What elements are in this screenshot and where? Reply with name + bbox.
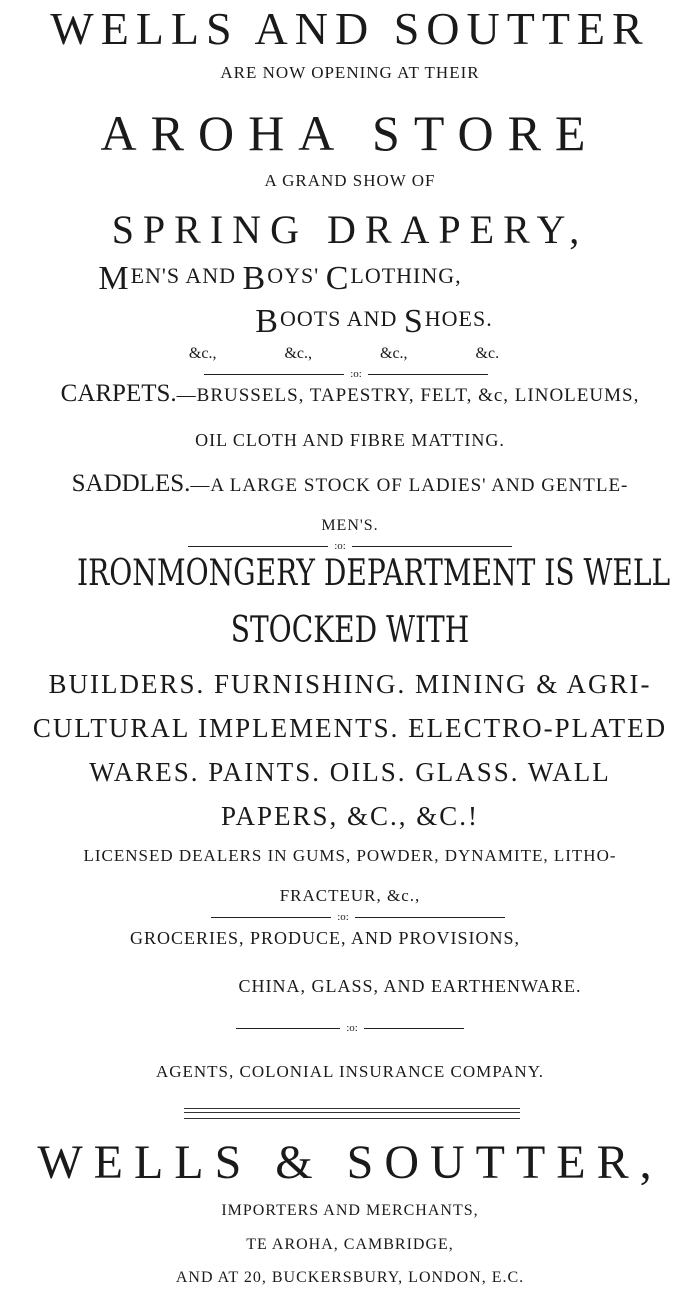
etc-item: &c.,: [380, 345, 408, 362]
ornate-capital: C: [325, 260, 350, 297]
boots-text: OOTS AND: [279, 306, 404, 331]
footer-title: WELLS & SOUTTER,: [37, 1136, 663, 1189]
clothing-text: OYS': [267, 263, 326, 288]
builders-line-1: BUILDERS. FURNISHING. MINING & AGRI-: [48, 669, 652, 699]
separator-mark: :o:: [337, 911, 349, 923]
separator-mark: :o:: [334, 540, 346, 552]
etc-row: [0, 346, 694, 362]
separator-mark: :o:: [346, 1022, 358, 1034]
ornate-capital: S: [403, 303, 424, 340]
header-title: WELLS AND SOUTTER: [50, 3, 650, 54]
saddles-line: [0, 471, 700, 496]
ornate-capital: M: [98, 260, 130, 297]
rule-bar: [368, 374, 488, 375]
builders-line-4: PAPERS, &C., &C.!: [220, 801, 480, 831]
ornate-capital: B: [242, 260, 267, 297]
separator-rule: [8, 911, 700, 923]
builders-line-2: CULTURAL IMPLEMENTS. ELECTRO-PLATED: [32, 713, 668, 743]
carpets-line: [0, 381, 700, 406]
grand-show-line: A GRAND SHOW OF: [264, 171, 436, 190]
double-rule-divider: [184, 1108, 520, 1119]
rule-bar: [236, 1028, 340, 1029]
separator-rule: [0, 368, 696, 380]
etc-item: &c.: [475, 345, 500, 362]
clothing-line: [0, 262, 630, 296]
clothing-text: LOTHING,: [350, 263, 462, 288]
groceries-line: GROCERIES, PRODUCE, AND PROVISIONS,: [129, 928, 521, 948]
ornate-capital: B: [255, 303, 279, 340]
builders-line-3: WARES. PAINTS. OILS. GLASS. WALL: [89, 757, 611, 787]
separator-rule: [0, 1022, 700, 1034]
importers-line: IMPORTERS AND MERCHANTS,: [221, 1202, 479, 1219]
rule-bar: [364, 1028, 464, 1029]
etc-item: &c.,: [188, 345, 217, 362]
etc-item: &c.,: [284, 345, 312, 362]
opening-line: ARE NOW OPENING AT THEIR: [220, 63, 480, 82]
mens-line: MEN'S.: [321, 517, 379, 534]
rule-bar: [352, 546, 512, 547]
rule-bar: [204, 374, 344, 375]
store-name: AROHA STORE: [100, 105, 600, 161]
licensed-line-2: FRACTEUR, &c.,: [279, 886, 421, 905]
london-line: AND AT 20, BUCKERSBURY, LONDON, E.C.: [175, 1269, 525, 1286]
rule-bar: [211, 917, 331, 918]
location-line: TE AROHA, CAMBRIDGE,: [246, 1236, 454, 1253]
rule-bar: [188, 546, 328, 547]
oil-cloth-line: OIL CLOTH AND FIBRE MATTING.: [195, 430, 505, 450]
separator-mark: :o:: [350, 368, 362, 380]
agents-line: AGENTS, COLONIAL INSURANCE COMPANY.: [155, 1062, 545, 1081]
china-line: CHINA, GLASS, AND EARTHENWARE.: [238, 976, 582, 996]
carpets-lead: CARPETS.: [60, 380, 177, 407]
carpets-text: —BRUSSELS, TAPESTRY, FELT, &c, LINOLEUMS,: [176, 385, 640, 406]
ironmongery-heading-line-2: STOCKED WITH: [230, 610, 470, 651]
clothing-text: EN'S AND: [130, 263, 243, 288]
rule-bar: [355, 917, 505, 918]
spring-drapery-heading: SPRING DRAPERY,: [111, 207, 589, 252]
separator-rule: [0, 540, 700, 552]
saddles-text: —A LARGE STOCK OF LADIES' AND GENTLE-: [190, 475, 629, 496]
licensed-line-1: LICENSED DEALERS IN GUMS, POWDER, DYNAMITE, LITHO-: [83, 846, 617, 865]
boots-line: [24, 305, 700, 339]
boots-text: HOES.: [424, 306, 493, 331]
saddles-lead: SADDLES.: [71, 470, 191, 497]
ironmongery-heading-line-1: IRONMONGERY DEPARTMENT IS WELL: [77, 553, 671, 594]
